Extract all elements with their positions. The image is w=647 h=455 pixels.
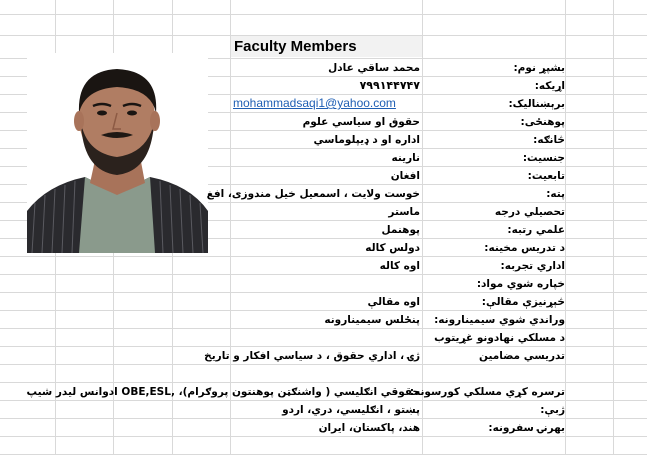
label-memberships: د مسلکي نهادونو غړیتوب [434,332,565,344]
row-divider [0,256,647,257]
column-divider [565,0,566,455]
value-department: اداره او د ډیپلوماسي [313,134,420,146]
label-seminars: وراندي شوي سیمینارونه: [434,314,565,326]
row-divider [0,346,647,347]
label-rank: علمي رتبه: [507,224,565,236]
value-rank: پوهنمل [381,224,420,236]
label-subjects: تدریسي مضامین [479,350,565,362]
label-nationality: تابعیت: [527,170,565,182]
row-divider [0,310,647,311]
value-faculty: حقوق او سیاسي علوم [302,116,420,128]
value-courses: حقوقي انګلیسي ( واشنګټن پوهنتون پروګرام)، ,OBE,ESL ادوانس لیدر شیپ [26,386,420,398]
label-degree: تحصیلي درجه [494,206,565,218]
label-publications: خپاره شوي مواد: [476,278,565,290]
value-research: اوه مقالې [367,296,420,308]
value-gender: نارینه [391,152,420,164]
email-link[interactable]: mohammadsaqi1@yahoo.com [233,96,396,110]
row-divider [0,364,647,365]
value-languages: پښتو ، انګلیسي، دري، اردو [282,404,420,416]
label-courses: ترسره کړي مسلکي کورسونه: [409,386,565,398]
label-gender: جنسیت: [522,152,565,164]
value-nationality: افغان [390,170,420,182]
value-contact: ۷۹۹۱۴۴۷۴۷ [359,79,420,92]
row-divider [0,418,647,419]
label-research: څېړنیزې مقالې: [481,296,565,308]
row-divider [0,436,647,437]
label-travels: بهرنۍ سفرونه: [488,422,565,434]
label-contact: اړیکه: [534,80,565,92]
value-teaching: دولس کاله [365,242,420,254]
row-divider [0,328,647,329]
label-address: پته: [546,188,565,200]
portrait-image [27,53,208,253]
label-teaching: د تدریس مخینه: [484,242,565,254]
value-full-name: محمد ساقي عادل [328,62,420,74]
value-admin-exp: اوه کاله [379,260,420,272]
row-divider [0,14,647,15]
label-email: برېښنالیک: [508,98,565,110]
sheet-title: Faculty Members [234,38,357,55]
faculty-photo [27,53,208,253]
value-travels: هند، پاکستان، ایران [318,422,420,434]
row-divider [0,292,647,293]
label-languages: ژبې: [540,404,565,416]
value-seminars: پنځلس سیمینارونه [324,314,420,326]
label-department: څانګه: [533,134,565,146]
row-divider [0,400,647,401]
row-divider [0,382,647,383]
column-divider [613,0,614,455]
label-admin-exp: اداري تجربه: [500,260,565,272]
value-degree: ماستر [388,206,420,218]
row-divider [0,274,647,275]
label-full-name: بشپړ نوم: [513,62,565,74]
label-faculty: پوهنځی: [520,116,565,128]
value-address: خوست ولایت ، اسمعیل خیل مندوزی، افغ [206,188,420,200]
value-subjects: ژۍ ، اداري حقوق ، د سیاسي افکار و تاریخ [204,350,420,362]
